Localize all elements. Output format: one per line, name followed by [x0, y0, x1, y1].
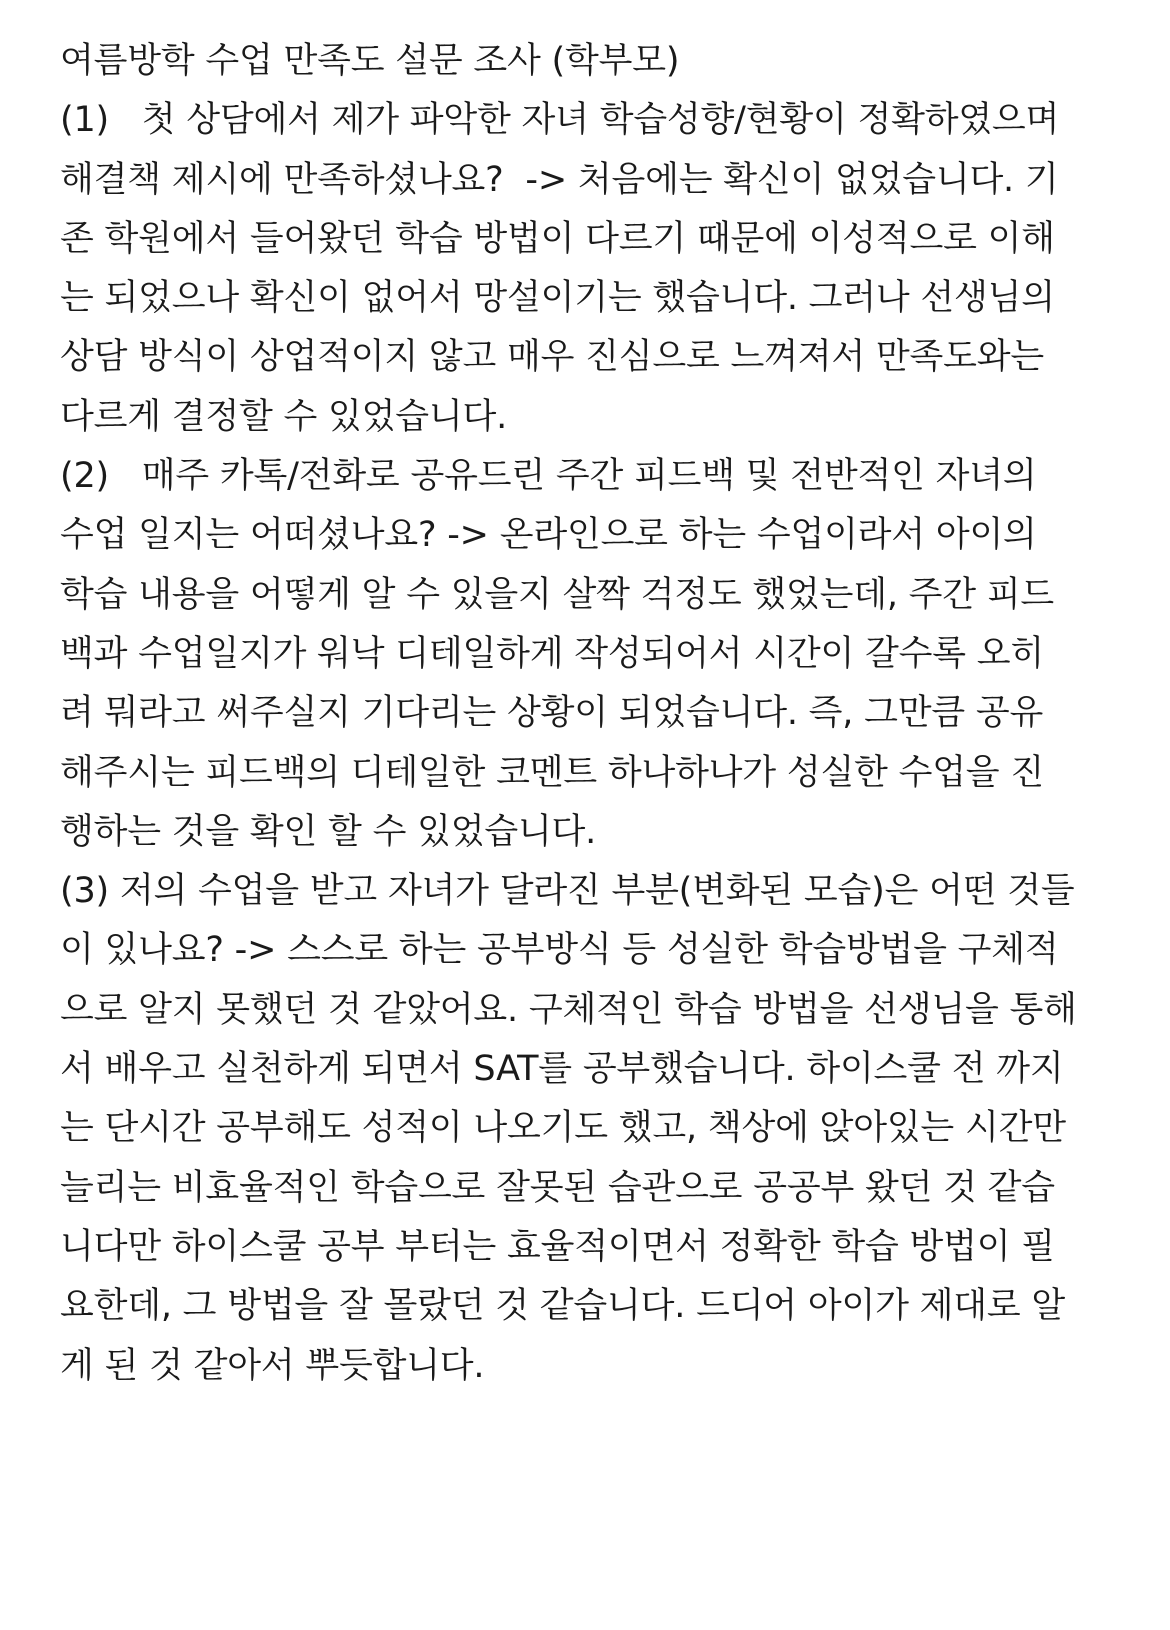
- text-line: 려 뭐라고 써주실지 기다리는 상황이 되었습니다. 즉, 그만큼 공유: [60, 693, 1044, 734]
- text-line: (2) 매주 카톡/전화로 공유드린 주간 피드백 및 전반적인 자녀의: [60, 456, 1037, 497]
- text-line: 으로 알지 못했던 것 같았어요. 구체적인 학습 방법을 선생님을 통해: [60, 989, 1077, 1030]
- text-line: 해결책 제시에 만족하셨나요? -> 처음에는 확신이 없었습니다. 기: [60, 159, 1059, 200]
- text-line: 수업 일지는 어떠셨나요? -> 온라인으로 하는 수업이라서 아이의: [60, 515, 1037, 556]
- text-line: 는 되었으나 확신이 없어서 망설이기는 했습니다. 그러나 선생님의: [60, 278, 1055, 319]
- document-title: 여름방학 수업 만족도 설문 조사 (학부모): [60, 41, 680, 81]
- text-line: (3) 저의 수업을 받고 자녀가 달라진 부분(변화된 모습)은 어떤 것들: [60, 871, 1075, 912]
- text-line: 해주시는 피드백의 디테일한 코멘트 하나하나가 성실한 수업을 진: [60, 752, 1044, 793]
- text-line: 상담 방식이 상업적이지 않고 매우 진심으로 느껴져서 만족도와는: [60, 337, 1044, 378]
- text-line: 다르게 결정할 수 있었습니다.: [60, 396, 508, 437]
- text-line: 늘리는 비효율적인 학습으로 잘못된 습관으로 공공부 왔던 것 같습: [60, 1167, 1055, 1208]
- text-line: 는 단시간 공부해도 성적이 나오기도 했고, 책상에 앉아있는 시간만: [60, 1108, 1066, 1149]
- text-line: 존 학원에서 들어왔던 학습 방법이 다르기 때문에 이성적으로 이해: [60, 218, 1055, 259]
- text-line: 니다만 하이스쿨 공부 부터는 효율적이면서 정확한 학습 방법이 필: [60, 1226, 1055, 1267]
- text-line: 학습 내용을 어떻게 알 수 있을지 살짝 걱정도 했었는데, 주간 피드: [60, 574, 1055, 615]
- text-line: (1) 첫 상담에서 제가 파악한 자녀 학습성향/현황이 정확하였으며: [60, 100, 1060, 141]
- text-line: 서 배우고 실천하게 되면서 SAT를 공부했습니다. 하이스쿨 전 까지: [60, 1049, 1064, 1090]
- text-line: 게 된 것 같아서 뿌듯합니다.: [60, 1345, 485, 1386]
- text-line: 요한데, 그 방법을 잘 몰랐던 것 같습니다. 드디어 아이가 제대로 알: [60, 1286, 1065, 1327]
- text-line: 백과 수업일지가 워낙 디테일하게 작성되어서 시간이 갈수록 오히: [60, 633, 1044, 674]
- text-line: 이 있나요? -> 스스로 하는 공부방식 등 성실한 학습방법을 구체적: [60, 930, 1059, 971]
- text-line: 행하는 것을 확인 할 수 있었습니다.: [60, 811, 597, 852]
